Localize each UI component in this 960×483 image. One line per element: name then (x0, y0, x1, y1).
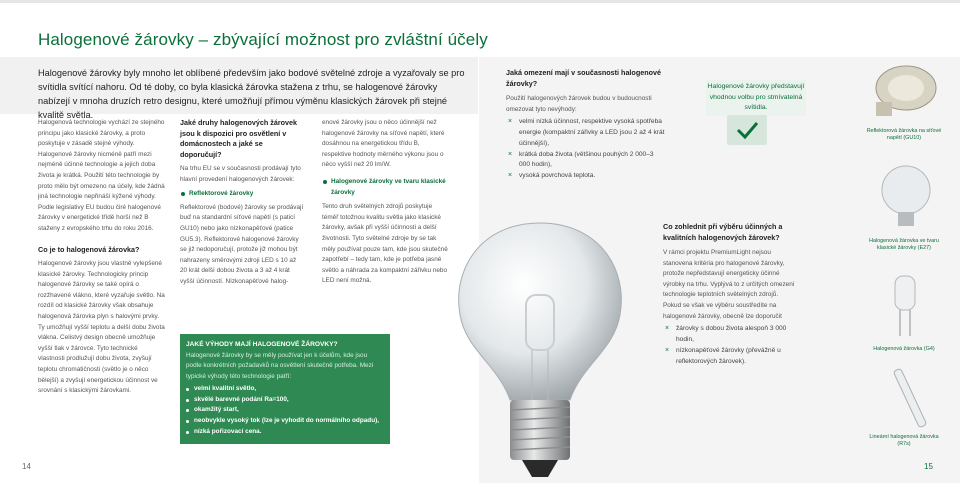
limit-item: × krátká doba života (většinou pouhých 2 000–3 000 hodin), (508, 150, 654, 169)
classic-shape-halogen-image (866, 160, 946, 230)
selection-heading: Co zohlednit při výběru účinných a kvalitních halogenových žárovek? (663, 222, 783, 242)
x-icon: × (665, 346, 670, 354)
caption-g4: Halogenová žárovka (G4) (873, 346, 935, 352)
limits-list (506, 117, 666, 182)
col2-bullet: Reflektorové žárovky (180, 189, 305, 200)
intro-text: Halogenové žárovky byly mnoho let oblíbené především jako bodové světelné zdroje a vyzařovaly se pro svítidla svítící nahoru. Od té doby, co byla klasická žárovka stažena z trhu, se halogenové žárovky nabízejí v mnoha druzích retro designu, které umožňují přímou výměnu klasických žárovek při stejné kvalitě světla. (38, 68, 465, 120)
x-icon: × (665, 325, 670, 333)
advantages-heading: JAKÉ VÝHODY MAJÍ HALOGENOVÉ ŽÁROVKY? (186, 341, 338, 348)
reflector-lamp-image (864, 62, 944, 122)
advantages-box (180, 334, 390, 444)
column-1 (38, 118, 166, 397)
col1-heading: Co je to halogenová žárovka? (38, 244, 140, 254)
col3-bullet: Halogenové žárovky ve tvaru klasické žárovky (322, 177, 450, 198)
selection-item: × nízkonapěťové žárovky (převážně u reflektorových žárovek). (665, 346, 781, 365)
advantages-list (180, 384, 390, 437)
caption-gu10: Reflektorová žárovka na síťové napětí (GU10) (866, 128, 942, 142)
page-title: Halogenové žárovky – zbývající možnost pro zvláštní účely (38, 30, 488, 49)
col1-paragraph-2: Halogenové žárovky jsou vlastně vylepšené klasické žárovky. Technologicky princip halogenové žárovky se také opírá o rozžhavené vlákno, které vyzařuje světlo. Na rozdíl od klasické žárovky však obsahuje halogenová žárovka plyn s halovými prvky. Ty umožňují vyšší teplotu a delší dobu života vlákna. Celistvý design obecně umožňuje vyšší tlak v žárovce. Tyto technické vlastnosti prodlužují dobu života, zvyšují teplotu chromatičnosti (světlo je o něco bělejší) a zvyšují energetickou účinnost ve srovnání s klasickými žárovkami. (38, 260, 165, 395)
limits-section (506, 68, 666, 182)
selection-item: × žárovky s dobou života alespoň 3 000 hodin, (665, 325, 787, 343)
column-3 (322, 118, 450, 287)
x-icon: × (508, 150, 513, 158)
page-number-left: 14 (22, 462, 31, 471)
selection-intro: V rámci projektu PremiumLight nejsou stanovena kritéria pro halogenové žárovky, protože nepředstavují energeticky účinné výrobky na trhu. Vyplývá to z určitých omezení technologie teplotních světelných zdrojů. Pokud se však ve výběru soustředíte na halogenové žárovky, obecně lze doporučit (663, 249, 795, 320)
x-icon: × (508, 172, 513, 180)
advantages-intro: Halogenové žárovky by se měly používat jen k účelům, kde jsou podle konkrétních požadavků na osvětlení skutečně potřeba. Mezi typické výhody této technologie patří: (186, 352, 374, 380)
r7s-lamp-image (880, 365, 940, 435)
dimmable-callout: Halogenové žárovky představují vhodnou volbu pro stmívatelná svítidla. (706, 80, 806, 116)
check-icon (727, 115, 767, 145)
advantage-item: nízká pořizovací cena. (186, 427, 384, 438)
page-number-right: 15 (924, 462, 933, 471)
caption-r7s: Lineární halogenová žárovka (R7s) (869, 434, 939, 448)
limits-heading: Jaká omezení mají v současnosti halogenové žárovky? (506, 68, 661, 88)
advantage-item: velmi kvalitní světlo, (186, 384, 384, 395)
x-icon: × (508, 118, 513, 126)
advantage-item: okamžitý start, (186, 405, 384, 416)
limit-item: × velmi nízká účinnost, respektive vysoká spotřeba energie (kompaktní zářivky a LED jsou 2 až 4 krát účinnější), (508, 118, 665, 147)
g4-lamp-image (880, 270, 930, 340)
col3-paragraph-2: Tento druh světelných zdrojů poskytuje téměř totožnou kvalitu světla jako klasické žárovky, avšak při vyšší účinnosti a delší životnosti. Tyto světelné zdroje by se tak měly používat pouze tam, kde jsou skutečně zapotřebí – tedy tam, kde je potřeba jasné světlo a náhrada za kompaktní zářivku nebo LED není možná. (322, 203, 448, 285)
limit-item: × vysoká povrchová teplota. (506, 171, 666, 182)
selection-section (663, 222, 795, 367)
halogen-bulb-image (440, 215, 640, 483)
col2-heading: Jaké druhy halogenových žárovek jsou k dispozici pro osvětlení v domácnostech a jaké se doporučují? (180, 118, 298, 159)
top-bar (0, 0, 960, 3)
col1-paragraph-1: Halogenová technologie vychází ze stejného principu jako klasické žárovky, a proto poskytuje v zásadě stejné výhody. Halogenové žárovky nicméně patří mezi nejméně účinné technologie a jejich doba života je krátká. Použití této technologie by proto mělo být omezeno na účely, kde žádná jiná technologie nepřináší kýžené výhody. Podle legislativy EU budou čiré halogenové žárovky v energetické třídě horší než B staženy z evropského trhu do roku 2016. (38, 119, 165, 232)
col2-paragraph-2: Reflektorové (bodové) žárovky se prodávají buď na standardní síťové napětí (s paticí GU10) nebo jako nízkonapěťové (patice GU5.3). Reflektorové halogenové žárovky se již nedoporučují, protože již mohou být nahrazeny směrovými zdroji LED s 10 až 20 krát delší dobou života a 3 až 4 krát vyšší účinností. Nízkonapěťové halog- (180, 203, 304, 285)
caption-e27: Halogenová žárovka ve tvaru klasické žárovky (E27) (869, 238, 939, 252)
limits-intro: Použití halogenových žárovek budou v budoucnosti omezovat tyto nevýhody: (506, 95, 652, 113)
selection-list (663, 324, 795, 367)
column-2 (180, 118, 305, 288)
advantage-item: neobvykle vysoký tok (lze je vyhodit do normálního odpadu), (186, 416, 384, 427)
col3-paragraph-1: enové žárovky jsou o něco účinnější než halogenové žárovky na síťové napětí, které dosáhnou na energetickou třídu B, respektive hodnoty měrného výkonu jsou o něco vyšší než 20 lm/W. (322, 119, 445, 169)
col2-paragraph-1: Na trhu EU se v současnosti prodávají tyto hlavní provedení halogenových žárovek: (180, 165, 301, 183)
advantage-item: skvělé barevné podání Ra=100, (186, 395, 384, 406)
